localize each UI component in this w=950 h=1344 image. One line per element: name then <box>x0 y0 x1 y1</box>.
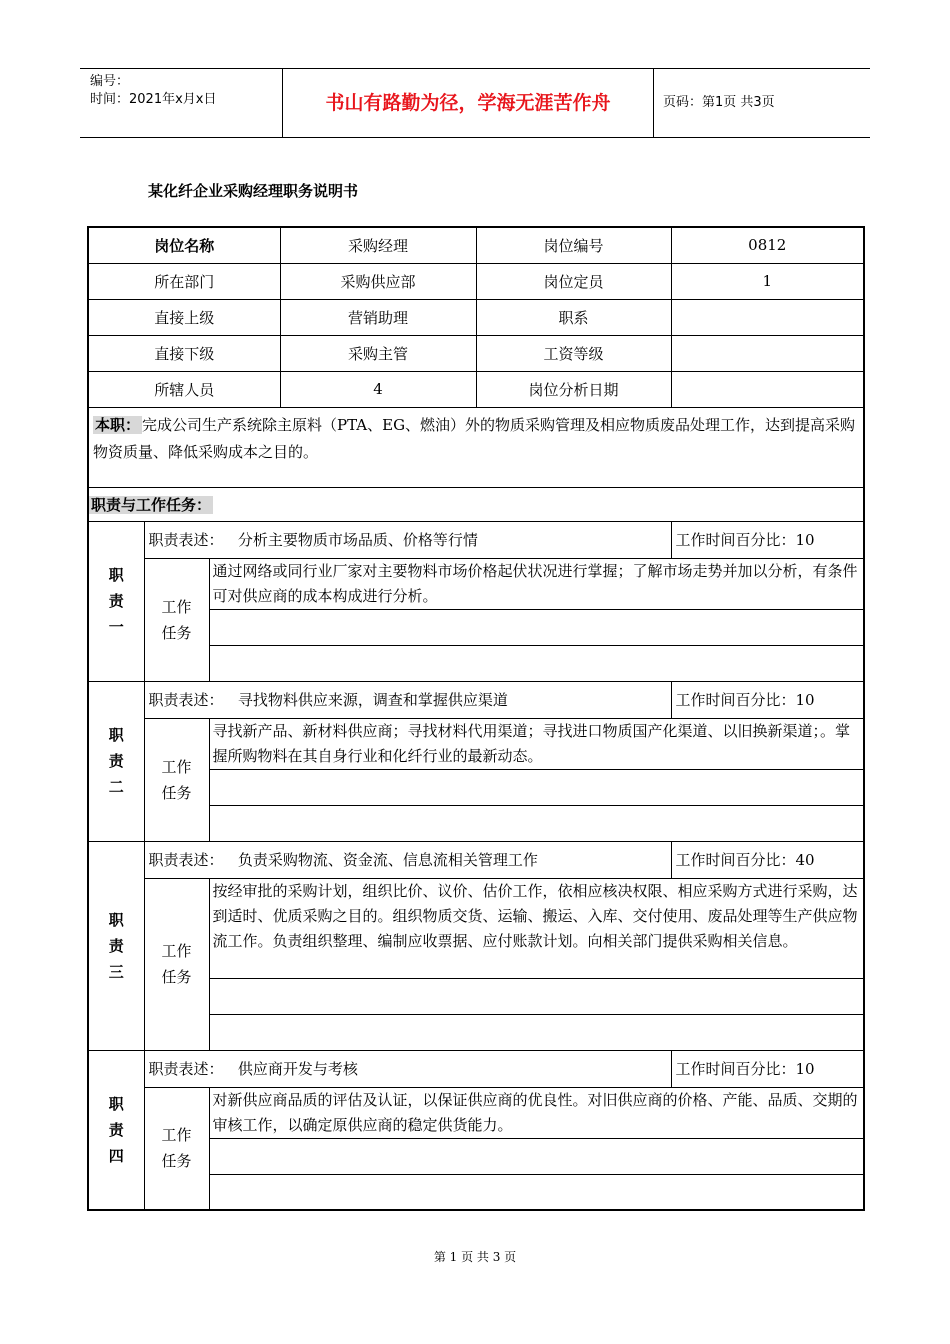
blank-cell <box>209 769 864 805</box>
superior-label: 直接上级 <box>88 299 280 335</box>
analysis-date-value <box>671 371 864 407</box>
duty-task-row <box>88 718 864 769</box>
mission-text: 完成公司生产系统除主原料（PTA、EG、燃油）外的物质采购管理及相应物质废品处理工作，达到提高采购物资质量、降低采购成本之目的。 <box>93 415 856 461</box>
header-meta <box>80 69 283 137</box>
task-text: 寻找新产品、新材料供应商；寻找材料代用渠道；寻找进口物质国产化渠道、以旧换新渠道；。掌握所购物料在其自身行业和化纤行业的最新动态。 <box>209 718 864 769</box>
duties-heading: 职责与工作任务： <box>91 495 212 514</box>
subordinate-value: 采购主管 <box>280 335 476 371</box>
task-text: 对新供应商品质的评估及认证，以保证供应商的优良性。对旧供应商的价格、产能、品质、交期的审核工作，以确定原供应商的稳定供货能力。 <box>209 1087 864 1138</box>
pay-grade-value <box>671 335 864 371</box>
blank-cell <box>209 1014 864 1050</box>
task-text: 按经审批的采购计划，组织比价、议价、估价工作，依相应核决权限、相应采购方式进行采购，达到适时、优质采购之目的。组织物质交货、运输、搬运、入库、交付使用、废品处理等生产供应物流工作。负责组织整理、编制应收票据、应付账款计划。向相关部门提供采购相关信息。 <box>209 878 864 978</box>
duty-description: 职责表述： 寻找物料供应来源，调查和掌握供应渠道 <box>144 681 671 718</box>
mission-row <box>88 407 864 487</box>
blank-cell <box>209 609 864 645</box>
headcount-label: 岗位定员 <box>476 263 671 299</box>
duty-description: 职责表述： 供应商开发与考核 <box>144 1050 671 1087</box>
duty-name: 职 责 二 <box>88 681 144 841</box>
page-footer: 第 1 页 共 3 页 <box>433 1250 517 1264</box>
task-label: 工作 任务 <box>144 878 209 1050</box>
duties-heading-cell <box>88 487 864 521</box>
pay-grade-label: 工资等级 <box>476 335 671 371</box>
duty-name: 职 责 三 <box>88 841 144 1050</box>
blank-cell <box>209 1174 864 1210</box>
position-no-value: 0812 <box>671 227 864 263</box>
position-name-value: 采购经理 <box>280 227 476 263</box>
department-value: 采购供应部 <box>280 263 476 299</box>
info-row <box>88 335 864 371</box>
duty-time-percent: 工作时间百分比：40 <box>671 841 864 878</box>
task-label: 工作 任务 <box>144 718 209 841</box>
duty-task-row <box>88 558 864 609</box>
number-label: 编号： <box>90 74 130 89</box>
duty-desc-row <box>88 681 864 718</box>
duty-task-row <box>88 1087 864 1138</box>
duties-heading-row <box>88 487 864 521</box>
task-label: 工作 任务 <box>144 558 209 681</box>
info-row <box>88 299 864 335</box>
time-label: 时间：2021年x月x日 <box>90 92 217 107</box>
subordinate-label: 直接下级 <box>88 335 280 371</box>
duty-name: 职 责 一 <box>88 521 144 681</box>
duty-time-percent: 工作时间百分比：10 <box>671 681 864 718</box>
department-label: 所在部门 <box>88 263 280 299</box>
task-label: 工作 任务 <box>144 1087 209 1210</box>
blank-cell <box>209 805 864 841</box>
info-row <box>88 263 864 299</box>
position-no-label: 岗位编号 <box>476 227 671 263</box>
info-row <box>88 371 864 407</box>
duty-description: 职责表述： 分析主要物质市场品质、价格等行情 <box>144 521 671 558</box>
staff-label: 所辖人员 <box>88 371 280 407</box>
blank-cell <box>209 978 864 1014</box>
header-motto: 书山有路勤为径，学海无涯苦作舟 <box>283 69 654 137</box>
duty-task-row <box>88 878 864 978</box>
duty-desc-row <box>88 521 864 558</box>
mission-label: 本职： <box>95 415 141 434</box>
duty-name: 职 责 四 <box>88 1050 144 1210</box>
page-indicator: 页码：第1页 共3页 <box>663 95 775 110</box>
duty-desc-row <box>88 841 864 878</box>
job-family-value <box>671 299 864 335</box>
job-family-label: 职系 <box>476 299 671 335</box>
analysis-date-label: 岗位分析日期 <box>476 371 671 407</box>
headcount-value: 1 <box>671 263 864 299</box>
staff-value: 4 <box>280 371 476 407</box>
duty-time-percent: 工作时间百分比：10 <box>671 521 864 558</box>
mission-cell <box>88 407 864 487</box>
superior-value: 营销助理 <box>280 299 476 335</box>
info-row <box>88 227 864 263</box>
blank-cell <box>209 1138 864 1174</box>
job-description-table <box>87 226 865 1211</box>
duty-description: 职责表述： 负责采购物流、资金流、信息流相关管理工作 <box>144 841 671 878</box>
duty-desc-row <box>88 1050 864 1087</box>
page-header <box>80 68 870 138</box>
blank-cell <box>209 645 864 681</box>
duty-time-percent: 工作时间百分比：10 <box>671 1050 864 1087</box>
position-name-label: 岗位名称 <box>88 227 280 263</box>
task-text: 通过网络或同行业厂家对主要物料市场价格起伏状况进行掌握；了解市场走势并加以分析，有条件可对供应商的成本构成进行分析。 <box>209 558 864 609</box>
document-title: 某化纤企业采购经理职务说明书 <box>148 182 359 200</box>
